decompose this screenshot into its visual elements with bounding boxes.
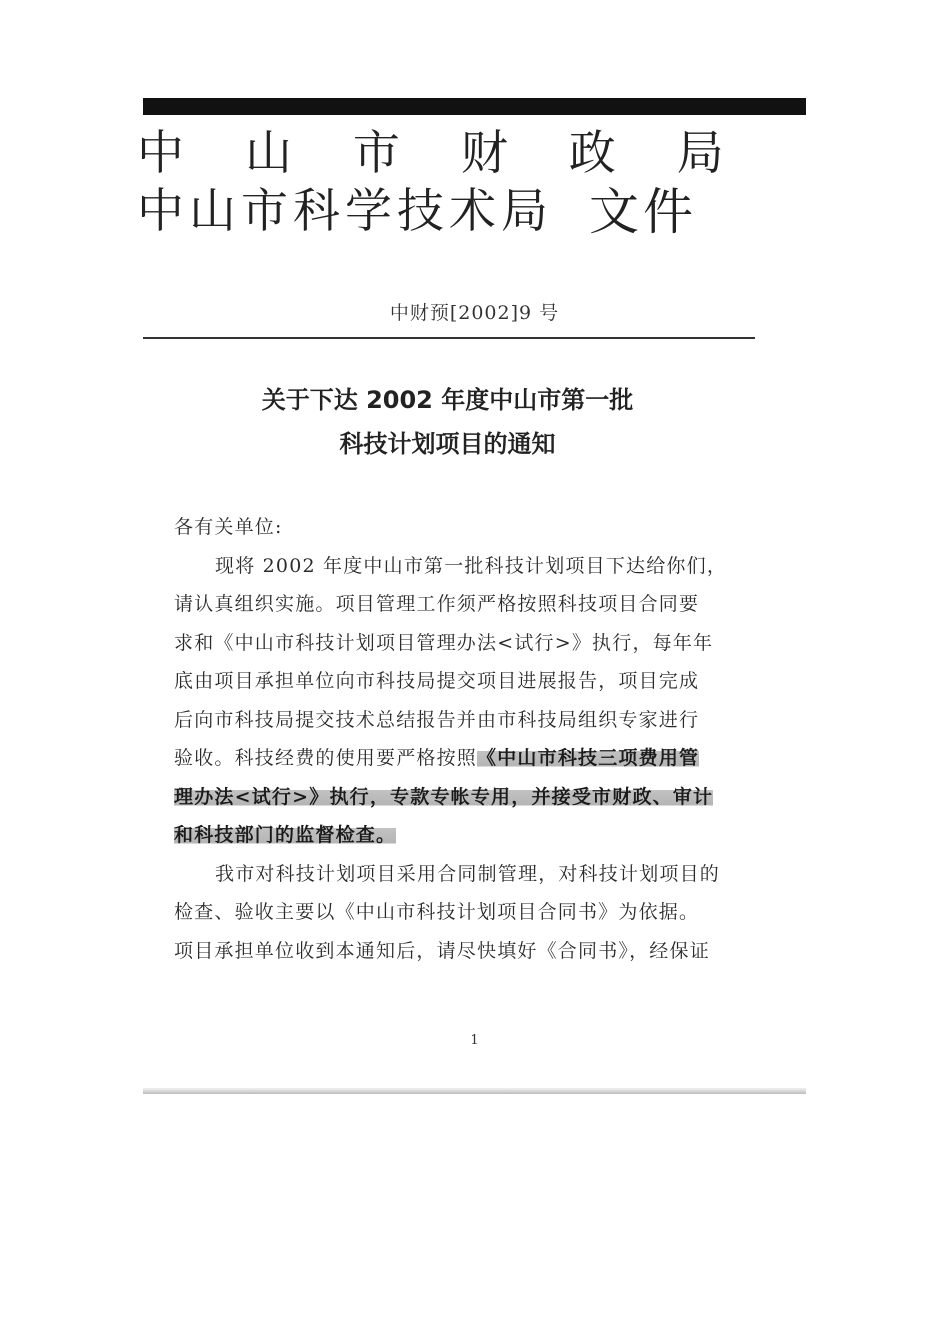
body-line: 检查、验收主要以《中山市科技计划项目合同书》为依据。 (174, 901, 700, 923)
body-line: 项目承担单位收到本通知后，请尽快填好《合同书》，经保证 (174, 939, 710, 962)
highlighted-text: 和科技部门的监督检查。 (174, 824, 397, 846)
issuer-finance-bureau: 中 山 市 财 政 局 (137, 126, 747, 181)
body-line: 请认真组织实施。项目管理工作须严格按照科技项目合同要 (174, 593, 700, 615)
notice-title-line-2: 科技计划项目的通知 (339, 430, 556, 458)
issuer-science-bureau: 中山市科学技术局 (137, 184, 553, 239)
highlighted-text: 《中山市科技三项费用管 (477, 747, 700, 769)
header-top-bar (143, 98, 806, 115)
body-line (174, 739, 754, 778)
body-line: 求和《中山市科技计划项目管理办法<试行>》执行，每年年 (174, 631, 714, 654)
notice-title-line-1: 关于下达 2002 年度中山市第一批 (261, 386, 634, 414)
body-line: 底由项目承担单位向市科技局提交项目进展报告，项目完成 (174, 670, 700, 692)
scan-bottom-edge (143, 1088, 806, 1094)
body-line-plain: 验收。科技经费的使用要严格按照 (174, 747, 478, 769)
salutation: 各有关单位: (174, 516, 283, 538)
notice-body (174, 508, 754, 970)
body-line (174, 816, 754, 855)
document-label: 文件 (589, 183, 697, 241)
document-page (137, 98, 806, 1094)
document-number: 中财预[2002]9 号 (389, 302, 560, 324)
body-line (174, 778, 754, 817)
body-line: 我市对科技计划项目采用合同制管理，对科技计划项目的 (215, 862, 721, 885)
letterhead (137, 126, 747, 248)
highlighted-text: 理办法<试行>》执行，专款专帐专用，并接受市财政、审计 (174, 785, 714, 808)
body-line: 后向市科技局提交技术总结报告并由市科技局组织专家进行 (174, 708, 700, 731)
header-divider (143, 337, 755, 339)
body-line: 现将 2002 年度中山市第一批科技计划项目下达给你们， (215, 554, 728, 577)
page-number: 1 (470, 1033, 479, 1048)
